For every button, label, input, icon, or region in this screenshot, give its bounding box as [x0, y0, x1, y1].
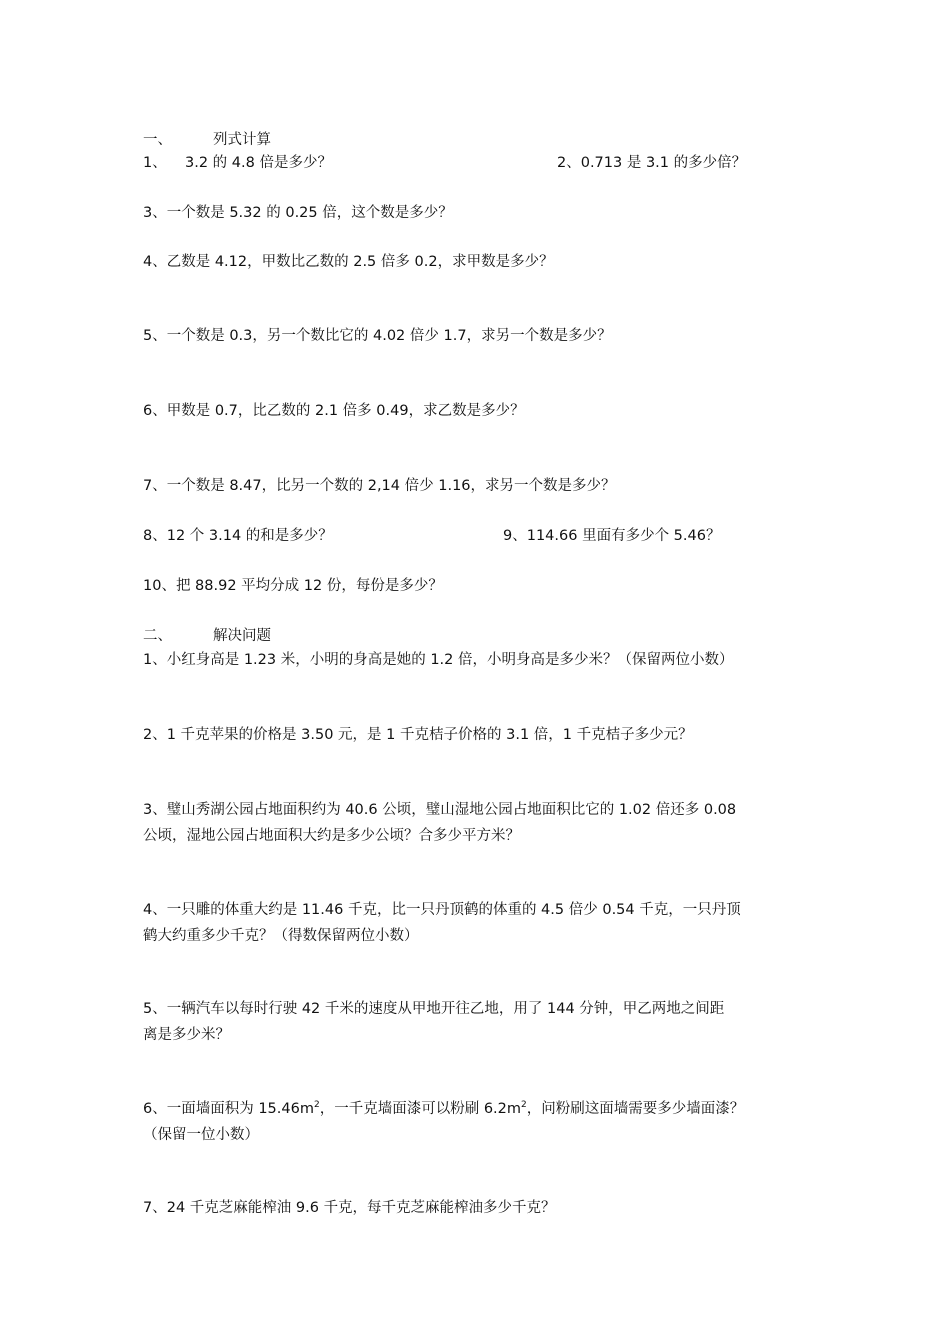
section1-number: 一、	[143, 132, 172, 148]
problem-6-part-b: ，一千克墙面漆可以粉刷 6.2m	[319, 1101, 522, 1117]
section2-title: 解决问题	[213, 628, 271, 644]
question-5: 5、一个数是 0.3，另一个数比它的 4.02 倍少 1.7，求另一个数是多少？	[143, 328, 612, 344]
problem-6-superscript-2: 2	[521, 1100, 527, 1111]
question-1	[143, 153, 332, 173]
question-1-number: 1、	[143, 155, 167, 171]
question-9: 9、114.66 里面有多少个 5.46？	[503, 528, 721, 544]
problem-1: 1、小红身高是 1.23 米，小明的身高是她的 1.2 倍，小明身高是多少米？（保留两位小数）	[143, 652, 734, 668]
question-8: 8、12 个 3.14 的和是多少？	[143, 528, 333, 544]
problem-3-line-2: 公顷，湿地公园占地面积大约是多少公顷？合多少平方米？	[143, 828, 520, 844]
problem-6-line-2: （保留一位小数）	[143, 1127, 259, 1143]
problem-4-line-1: 4、一只雕的体重大约是 11.46 千克，比一只丹顶鹤的体重的 4.5 倍少 0.54 千克，一只丹顶	[143, 902, 741, 918]
problem-5-line-2: 离是多少米？	[143, 1027, 230, 1043]
section2-heading	[143, 626, 271, 646]
section2-number: 二、	[143, 628, 172, 644]
question-4: 4、乙数是 4.12，甲数比乙数的 2.5 倍多 0.2，求甲数是多少？	[143, 254, 554, 270]
section1-title: 列式计算	[213, 132, 271, 148]
problem-6-line-1	[143, 1099, 744, 1119]
question-1-text: 3.2 的 4.8 倍是多少？	[185, 155, 332, 171]
question-7: 7、一个数是 8.47，比另一个数的 2,14 倍少 1.16，求另一个数是多少？	[143, 478, 616, 494]
problem-7: 7、24 千克芝麻能榨油 9.6 千克，每千克芝麻能榨油多少千克？	[143, 1200, 556, 1216]
problem-5-line-1: 5、一辆汽车以每时行驶 42 千米的速度从甲地开往乙地，用了 144 分钟，甲乙两地之间距	[143, 1001, 725, 1017]
problem-3-line-1: 3、璧山秀湖公园占地面积约为 40.6 公顷，璧山湿地公园占地面积比它的 1.02 倍还多 0.08	[143, 802, 737, 818]
problem-6-part-c: ，问粉刷这面墙需要多少墙面漆？	[526, 1101, 745, 1117]
problem-4-line-2: 鹤大约重多少千克？（得数保留两位小数）	[143, 928, 419, 944]
question-2: 2、0.713 是 3.1 的多少倍？	[557, 155, 747, 171]
question-10: 10、把 88.92 平均分成 12 份，每份是多少？	[143, 578, 443, 594]
question-3: 3、一个数是 5.32 的 0.25 倍，这个数是多少？	[143, 205, 453, 221]
problem-6-part-a: 6、一面墙面积为 15.46m	[143, 1101, 314, 1117]
problem-2: 2、1 千克苹果的价格是 3.50 元，是 1 千克桔子价格的 3.1 倍，1 千克桔子多少元？	[143, 727, 693, 743]
question-6: 6、甲数是 0.7，比乙数的 2.1 倍多 0.49，求乙数是多少？	[143, 403, 525, 419]
section1-heading	[143, 130, 271, 150]
problem-6-superscript-1: 2	[313, 1100, 320, 1111]
